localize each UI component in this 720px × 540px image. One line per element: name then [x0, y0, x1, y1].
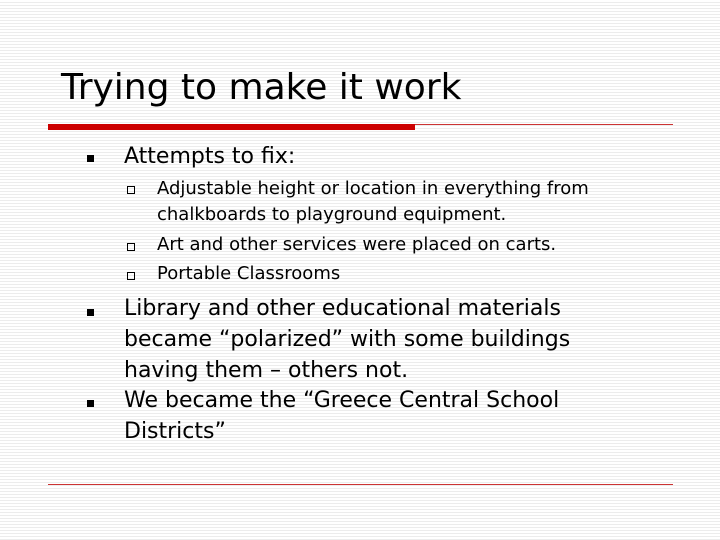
square-bullet-icon [87, 155, 94, 162]
square-bullet-icon [87, 309, 94, 316]
sub-bullet-text-line: Art and other services were placed on carts. [157, 234, 557, 255]
sub-bullet-text-line: Adjustable height or location in everything from [157, 178, 589, 199]
bullet-text-line: having them – others not. [124, 358, 409, 383]
title-underline-rule [415, 124, 673, 125]
title-underline-accent [48, 124, 415, 130]
sub-bullet-text-line: Portable Classrooms [157, 263, 341, 284]
hollow-square-bullet-icon [127, 272, 135, 280]
hollow-square-bullet-icon [127, 243, 135, 251]
square-bullet-icon [87, 400, 94, 407]
bullet-text-line: Library and other educational materials [124, 296, 561, 321]
slide-title: Trying to make it work [61, 67, 462, 108]
footer-rule [48, 484, 673, 485]
bullet-text-line: We became the “Greece Central School [124, 388, 560, 413]
sub-bullet-text-line: chalkboards to playground equipment. [157, 204, 507, 225]
bullet-text-line: Attempts to fix: [124, 144, 296, 169]
bullet-text-line: Districts” [124, 419, 226, 444]
hollow-square-bullet-icon [127, 186, 135, 194]
bullet-text-line: became “polarized” with some buildings [124, 327, 571, 352]
